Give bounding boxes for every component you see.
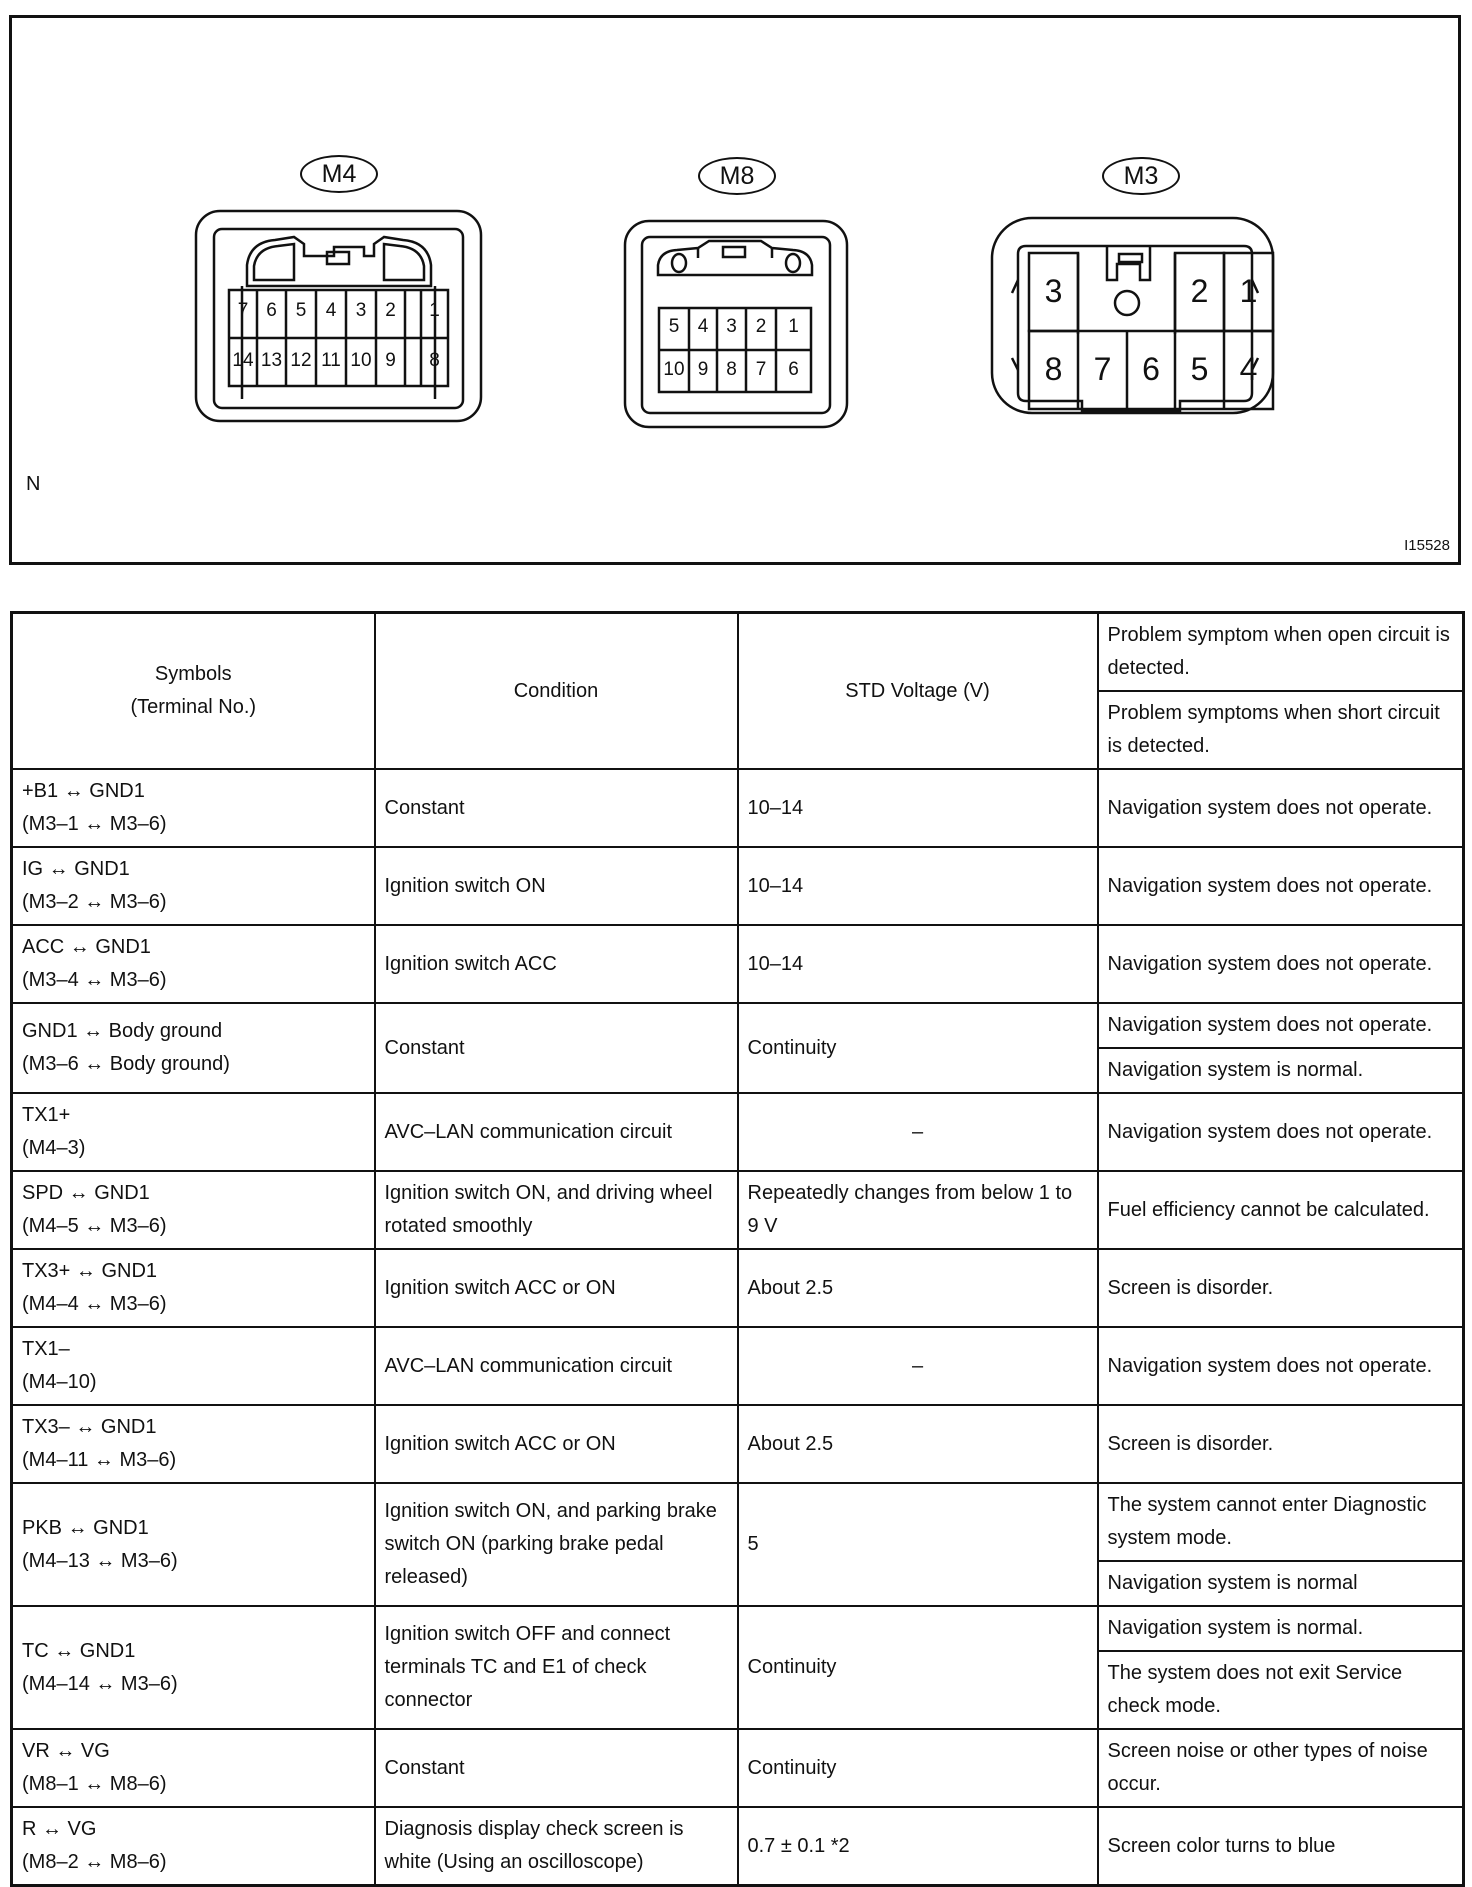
symbol-name: VR ↔ VG [22,1740,110,1762]
condition-cell: Ignition switch ACC [375,925,738,1003]
terminal-numbers: (M4–4 ↔ M3–6) [22,1293,167,1315]
condition-cell: Ignition switch ACC or ON [375,1249,738,1327]
symptom-cell: Navigation system is normal [1098,1561,1464,1606]
m3-pin: 7 [1093,351,1112,387]
symbol-name: TC ↔ GND1 [22,1639,136,1662]
terminal-numbers: (M4–3) [22,1137,86,1159]
voltage-cell: 10–14 [738,925,1098,1003]
symptom-cell: The system does not exit Service check mode. [1098,1651,1464,1729]
symptom-cell: Navigation system is normal. [1098,1048,1464,1093]
voltage-cell: Continuity [738,1729,1098,1807]
table-row [12,769,1464,847]
symbol-cell [12,1729,375,1807]
terminal-numbers: (M4–13 ↔ M3–6) [22,1549,178,1572]
symbol-name: PKB ↔ GND1 [22,1516,149,1539]
symbol-cell [12,1327,375,1405]
terminal-numbers: (M3–4 ↔ M3–6) [22,969,167,991]
table-row [12,1483,1464,1561]
header-condition: Condition [375,613,738,770]
m8-pin: 2 [755,316,767,337]
symptom-cell: Screen is disorder. [1098,1405,1464,1483]
m4-pin: 10 [350,350,372,371]
terminal-numbers: (M4–10) [22,1371,97,1393]
symptom-cell: Fuel efficiency cannot be calculated. [1098,1171,1464,1249]
symbol-cell [12,769,375,847]
table-row [12,925,1464,1003]
condition-cell: Constant [375,1003,738,1093]
connector-figure [9,15,1461,565]
header-symptom-short: Problem symptoms when short circuit is detected. [1098,691,1464,769]
voltage-cell: 10–14 [738,847,1098,925]
figure-code: I15528 [1404,537,1450,554]
terminal-spec-table [10,611,1465,1887]
connector-m8-label: M8 [698,157,776,195]
symbol-cell [12,1171,375,1249]
voltage-cell: Continuity [738,1606,1098,1729]
symbol-name: SPD ↔ GND1 [22,1182,150,1204]
m8-pin: 7 [755,359,767,380]
m8-pin: 5 [668,316,680,337]
symptom-cell: Screen is disorder. [1098,1249,1464,1327]
voltage-cell: 5 [738,1483,1098,1606]
terminal-spec-table-body [12,613,1464,1886]
condition-cell: AVC–LAN communication circuit [375,1093,738,1171]
m8-pin: 6 [788,359,799,380]
m4-pin: 13 [260,350,283,371]
symptom-cell: Screen color turns to blue [1098,1807,1464,1886]
table-row [12,1327,1464,1405]
condition-cell: Ignition switch ACC or ON [375,1405,738,1483]
header-terminal-label: (Terminal No.) [130,696,257,718]
m4-pin: 1 [429,300,440,321]
m4-pin: 3 [355,300,367,321]
condition-cell: Diagnosis display check screen is white (Using an oscilloscope) [375,1807,738,1886]
table-row [12,1405,1464,1483]
symbol-name: IG ↔ GND1 [22,858,130,880]
table-row [12,1807,1464,1886]
terminal-numbers: (M3–1 ↔ M3–6) [22,813,167,835]
m4-pin: 4 [325,300,337,321]
voltage-cell: – [738,1327,1098,1405]
symbol-name: TX3+ ↔ GND1 [22,1260,158,1282]
voltage-cell: 0.7 ± 0.1 *2 [738,1807,1098,1886]
m4-pin: 2 [385,300,396,321]
terminal-numbers: (M8–2 ↔ M8–6) [22,1851,167,1873]
m8-pin: 10 [663,359,685,380]
table-row [12,1249,1464,1327]
symbol-cell [12,1003,375,1093]
condition-cell: Ignition switch ON [375,847,738,925]
terminal-numbers: (M8–1 ↔ M8–6) [22,1773,167,1795]
symbol-name: TX1– [22,1338,70,1360]
table-header-row [12,613,1464,692]
table-row [12,1003,1464,1048]
table-row [12,1729,1464,1807]
figure-corner-label: N [26,473,41,495]
voltage-cell: – [738,1093,1098,1171]
m8-pin: 3 [726,316,737,337]
symbol-name: +B1 ↔ GND1 [22,780,145,802]
symptom-cell: Navigation system does not operate. [1098,847,1464,925]
terminal-numbers: (M4–5 ↔ M3–6) [22,1215,167,1237]
m4-pin: 6 [266,300,277,321]
symptom-cell: Navigation system is normal. [1098,1606,1464,1651]
m3-pin: 1 [1239,273,1258,309]
symptom-cell: Navigation system does not operate. [1098,1093,1464,1171]
voltage-cell: About 2.5 [738,1405,1098,1483]
condition-cell: AVC–LAN communication circuit [375,1327,738,1405]
voltage-cell: Continuity [738,1003,1098,1093]
symbol-cell [12,1405,375,1483]
m3-pin: 5 [1190,351,1209,387]
header-symptom-open: Problem symptom when open circuit is detected. [1098,613,1464,692]
table-row [12,1606,1464,1651]
m4-pin: 9 [385,350,396,371]
symbol-name: TX1+ [22,1104,71,1126]
header-voltage: STD Voltage (V) [738,613,1098,770]
condition-cell: Constant [375,1729,738,1807]
header-symbols-label: Symbols [154,663,232,685]
m4-pin: 8 [429,350,440,371]
m3-pin: 8 [1044,351,1063,387]
table-row [12,1093,1464,1171]
symbol-cell [12,1249,375,1327]
symbol-name: TX3– ↔ GND1 [22,1416,157,1438]
m4-pin: 7 [237,300,249,321]
connector-m4-label: M4 [300,155,378,193]
symptom-cell: Navigation system does not operate. [1098,1003,1464,1048]
m4-pin: 5 [295,300,307,321]
voltage-cell: 10–14 [738,769,1098,847]
m8-pin: 8 [726,359,737,380]
condition-cell: Ignition switch ON, and parking brake switch ON (parking brake pedal released) [375,1483,738,1606]
symptom-cell: Screen noise or other types of noise occur. [1098,1729,1464,1807]
m4-pin: 14 [232,350,254,371]
condition-cell: Constant [375,769,738,847]
terminal-numbers: (M3–2 ↔ M3–6) [22,891,167,913]
symbol-cell [12,925,375,1003]
m3-pin: 2 [1190,273,1209,309]
symptom-cell: The system cannot enter Diagnostic system mode. [1098,1483,1464,1561]
symbol-cell [12,1483,375,1606]
m8-pin: 1 [788,316,799,337]
connector-m3-label: M3 [1102,157,1180,195]
condition-cell: Ignition switch ON, and driving wheel rotated smoothly [375,1171,738,1249]
voltage-cell: Repeatedly changes from below 1 to 9 V [738,1171,1098,1249]
symbol-cell [12,847,375,925]
table-row [12,1171,1464,1249]
symbol-name: ACC ↔ GND1 [22,936,151,958]
symbol-cell [12,1093,375,1171]
symbol-cell [12,1606,375,1729]
symptom-cell: Navigation system does not operate. [1098,1327,1464,1405]
symptom-cell: Navigation system does not operate. [1098,925,1464,1003]
m4-pin: 12 [290,350,312,371]
header-symbols [12,613,375,770]
m3-pin: 6 [1142,351,1160,387]
m3-pin: 3 [1044,273,1063,309]
m4-pin: 11 [321,350,341,371]
terminal-numbers: (M4–11 ↔ M3–6) [22,1449,177,1471]
terminal-numbers: (M4–14 ↔ M3–6) [22,1672,178,1695]
condition-cell: Ignition switch OFF and connect terminals TC and E1 of check connector [375,1606,738,1729]
m8-pin: 9 [697,359,709,380]
m3-pin: 4 [1239,351,1258,387]
table-row [12,847,1464,925]
symptom-cell: Navigation system does not operate. [1098,769,1464,847]
symbol-name: GND1 ↔ Body ground [22,1020,223,1042]
symbol-cell [12,1807,375,1886]
terminal-numbers: (M3–6 ↔ Body ground) [22,1053,230,1075]
symbol-name: R ↔ VG [22,1818,97,1840]
m8-pin: 4 [697,316,709,337]
voltage-cell: About 2.5 [738,1249,1098,1327]
